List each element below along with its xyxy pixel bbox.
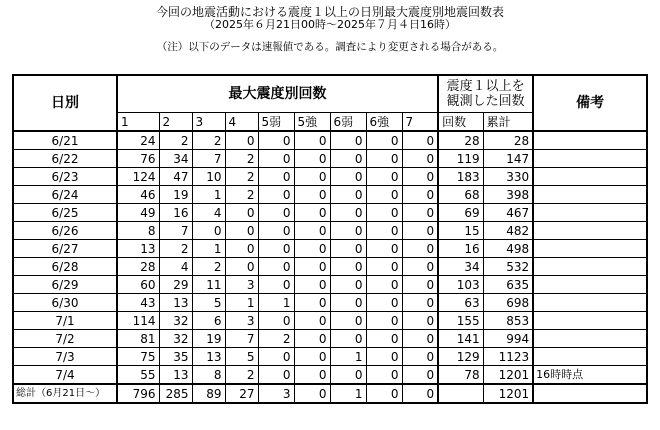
intensity-count-cell: 796 — [117, 384, 159, 403]
intensity-count-cell: 2 — [192, 258, 225, 276]
intensity-count-cell: 0 — [366, 168, 402, 186]
intensity-count-cell: 0 — [192, 222, 225, 240]
date-cell: 6/29 — [13, 276, 117, 294]
intensity-count-cell: 0 — [225, 131, 258, 150]
date-cell: 6/21 — [13, 131, 117, 150]
table-row — [13, 186, 647, 204]
max-intensity-header: 最大震度別回数 — [117, 75, 438, 113]
intensity-count-cell: 0 — [330, 258, 366, 276]
intensity-count-cell: 0 — [402, 258, 438, 276]
intensity-count-cell: 0 — [402, 348, 438, 366]
remark-cell — [533, 222, 647, 240]
remark-cell — [533, 258, 647, 276]
intensity-label: 6弱 — [330, 113, 366, 132]
intensity-count-cell: 0 — [225, 204, 258, 222]
intensity-label: 2 — [159, 113, 192, 132]
intensity-count-cell: 60 — [117, 276, 159, 294]
intensity-count-cell: 114 — [117, 312, 159, 330]
remarks-column-header: 備考 — [533, 75, 647, 131]
intensity-count-cell: 16 — [159, 204, 192, 222]
intensity-count-cell: 2 — [258, 330, 294, 348]
intensity-count-cell: 0 — [402, 384, 438, 403]
intensity-count-cell: 75 — [117, 348, 159, 366]
observed-count-cell: 183 — [438, 168, 483, 186]
table-row — [13, 276, 647, 294]
intensity-count-cell: 0 — [402, 222, 438, 240]
intensity-count-cell: 0 — [366, 276, 402, 294]
table-row — [13, 294, 647, 312]
intensity-count-cell: 0 — [330, 330, 366, 348]
intensity-count-cell: 0 — [225, 258, 258, 276]
intensity-count-cell: 55 — [117, 366, 159, 385]
intensity-count-cell: 46 — [117, 186, 159, 204]
cumulative-count-cell: 698 — [483, 294, 533, 312]
table-row — [13, 240, 647, 258]
intensity-count-cell: 0 — [366, 186, 402, 204]
cumulative-count-cell: 330 — [483, 168, 533, 186]
intensity-count-cell: 0 — [366, 312, 402, 330]
observed-count-cell: 16 — [438, 240, 483, 258]
observed-count-cell: 103 — [438, 276, 483, 294]
date-cell: 6/28 — [13, 258, 117, 276]
date-cell: 6/23 — [13, 168, 117, 186]
intensity-count-cell: 2 — [159, 240, 192, 258]
intensity-count-cell: 1 — [192, 240, 225, 258]
intensity-count-cell: 0 — [402, 240, 438, 258]
observed-count-cell: 28 — [438, 131, 483, 150]
intensity-count-cell: 0 — [366, 294, 402, 312]
intensity-count-cell: 13 — [117, 240, 159, 258]
grand-total-row — [13, 384, 647, 403]
observed-count-cell: 34 — [438, 258, 483, 276]
intensity-count-cell: 27 — [225, 384, 258, 403]
intensity-count-cell: 2 — [225, 150, 258, 168]
intensity-count-cell: 47 — [159, 168, 192, 186]
remark-cell — [533, 294, 647, 312]
intensity-count-cell: 0 — [225, 222, 258, 240]
table-body — [13, 131, 647, 403]
date-cell: 6/25 — [13, 204, 117, 222]
table-row — [13, 131, 647, 150]
intensity-count-cell: 0 — [294, 222, 330, 240]
intensity-count-cell: 0 — [294, 258, 330, 276]
intensity-count-cell: 8 — [117, 222, 159, 240]
intensity-count-cell: 3 — [225, 276, 258, 294]
intensity-count-cell: 81 — [117, 330, 159, 348]
table-row — [13, 168, 647, 186]
intensity-count-cell: 0 — [294, 312, 330, 330]
intensity-count-cell: 3 — [225, 312, 258, 330]
intensity-label: 3 — [192, 113, 225, 132]
intensity-count-cell: 0 — [294, 366, 330, 385]
observed-count-cell: 78 — [438, 366, 483, 385]
intensity-count-cell: 1 — [330, 384, 366, 403]
intensity-count-cell: 0 — [294, 384, 330, 403]
cumulative-count-cell: 1201 — [483, 384, 533, 403]
remark-cell — [533, 330, 647, 348]
intensity-count-cell: 5 — [225, 348, 258, 366]
intensity-count-cell: 0 — [330, 312, 366, 330]
intensity-count-cell: 0 — [402, 131, 438, 150]
intensity-count-cell: 0 — [402, 294, 438, 312]
intensity-count-cell: 0 — [294, 240, 330, 258]
observed-count-cell: 129 — [438, 348, 483, 366]
intensity-count-cell: 0 — [294, 186, 330, 204]
date-cell: 6/24 — [13, 186, 117, 204]
intensity-count-cell: 0 — [294, 204, 330, 222]
intensity-count-cell: 1 — [192, 186, 225, 204]
intensity-count-cell: 76 — [117, 150, 159, 168]
intensity-count-cell: 2 — [225, 366, 258, 385]
observed-count-cell: 68 — [438, 186, 483, 204]
intensity-count-cell: 0 — [366, 366, 402, 385]
intensity-count-cell: 0 — [258, 276, 294, 294]
intensity-count-cell: 29 — [159, 276, 192, 294]
table-row — [13, 258, 647, 276]
intensity-count-cell: 6 — [192, 312, 225, 330]
intensity-count-cell: 0 — [402, 168, 438, 186]
intensity-label: 6強 — [366, 113, 402, 132]
intensity-count-cell: 0 — [258, 131, 294, 150]
intensity-count-cell: 0 — [330, 186, 366, 204]
intensity-count-cell: 0 — [258, 186, 294, 204]
remark-cell — [533, 240, 647, 258]
remark-cell — [533, 168, 647, 186]
remark-cell — [533, 384, 647, 403]
intensity-count-cell: 0 — [366, 131, 402, 150]
intensity-count-cell: 2 — [225, 168, 258, 186]
intensity-count-cell: 10 — [192, 168, 225, 186]
page-title: 今回の地震活動における震度１以上の日別最大震度別地震回数表 — [155, 5, 504, 19]
disclaimer-note: （注）以下のデータは速報値である。調査により変更される場合がある。 — [156, 41, 504, 53]
date-cell: 7/1 — [13, 312, 117, 330]
intensity-count-cell: 0 — [330, 168, 366, 186]
intensity-count-cell: 0 — [294, 330, 330, 348]
intensity-count-cell: 0 — [366, 150, 402, 168]
intensity-count-cell: 0 — [366, 204, 402, 222]
period-subtitle: （2025年６月21日00時～2025年７月４日16時） — [204, 18, 456, 31]
cumulative-count-cell: 467 — [483, 204, 533, 222]
observed-count-cell: 119 — [438, 150, 483, 168]
intensity-count-cell: 0 — [402, 330, 438, 348]
intensity-count-cell: 0 — [330, 150, 366, 168]
intensity-count-cell: 0 — [258, 312, 294, 330]
intensity-count-cell: 0 — [258, 204, 294, 222]
remark-cell: 16時時点 — [533, 366, 647, 385]
intensity-count-cell: 7 — [159, 222, 192, 240]
intensity-count-cell: 0 — [258, 366, 294, 385]
intensity-count-cell: 0 — [366, 240, 402, 258]
intensity-count-cell: 0 — [294, 131, 330, 150]
date-cell: 7/2 — [13, 330, 117, 348]
remark-cell — [533, 131, 647, 150]
table-row — [13, 204, 647, 222]
intensity-count-cell: 0 — [330, 294, 366, 312]
remark-cell — [533, 204, 647, 222]
intensity-count-cell: 0 — [294, 168, 330, 186]
intensity-count-cell: 13 — [159, 294, 192, 312]
intensity-label: 5強 — [294, 113, 330, 132]
intensity-count-cell: 0 — [330, 240, 366, 258]
cumulative-count-cell: 482 — [483, 222, 533, 240]
observed-count-header: 震度１以上を観測した回数 — [438, 75, 533, 113]
intensity-count-cell: 4 — [159, 258, 192, 276]
table-row — [13, 330, 647, 348]
cumulative-count-cell: 1201 — [483, 366, 533, 385]
intensity-count-cell: 0 — [366, 222, 402, 240]
intensity-count-cell: 4 — [192, 204, 225, 222]
intensity-label: 5弱 — [258, 113, 294, 132]
remark-cell — [533, 276, 647, 294]
intensity-label: 1 — [117, 113, 159, 132]
date-cell: 7/4 — [13, 366, 117, 385]
earthquake-count-table — [12, 74, 648, 404]
intensity-count-cell: 28 — [117, 258, 159, 276]
date-cell: 6/30 — [13, 294, 117, 312]
date-cell: 7/3 — [13, 348, 117, 366]
observed-count-cell: 155 — [438, 312, 483, 330]
intensity-count-cell: 7 — [192, 150, 225, 168]
intensity-count-cell: 34 — [159, 150, 192, 168]
date-column-header: 日別 — [13, 75, 117, 131]
intensity-count-cell: 0 — [330, 276, 366, 294]
table-row — [13, 150, 647, 168]
intensity-count-cell: 43 — [117, 294, 159, 312]
observed-count-cell: 15 — [438, 222, 483, 240]
intensity-count-cell: 0 — [294, 348, 330, 366]
intensity-count-cell: 0 — [402, 150, 438, 168]
date-cell: 6/22 — [13, 150, 117, 168]
intensity-count-cell: 0 — [330, 204, 366, 222]
intensity-count-cell: 0 — [294, 150, 330, 168]
remark-cell — [533, 186, 647, 204]
intensity-count-cell: 0 — [258, 240, 294, 258]
observed-count-cell: 141 — [438, 330, 483, 348]
intensity-count-cell: 0 — [366, 348, 402, 366]
intensity-count-cell: 8 — [192, 366, 225, 385]
table-row — [13, 348, 647, 366]
date-cell: 6/26 — [13, 222, 117, 240]
intensity-count-cell: 0 — [330, 222, 366, 240]
cumulative-count-cell: 398 — [483, 186, 533, 204]
intensity-count-cell: 0 — [402, 204, 438, 222]
intensity-count-cell: 0 — [258, 222, 294, 240]
intensity-count-cell: 19 — [159, 186, 192, 204]
intensity-count-cell: 32 — [159, 312, 192, 330]
intensity-count-cell: 0 — [258, 348, 294, 366]
intensity-count-cell: 285 — [159, 384, 192, 403]
observed-label: 回数 — [438, 113, 483, 132]
cumulative-count-cell: 28 — [483, 131, 533, 150]
intensity-count-cell: 0 — [366, 384, 402, 403]
observed-count-cell — [438, 384, 483, 403]
intensity-count-cell: 0 — [402, 186, 438, 204]
intensity-count-cell: 0 — [294, 294, 330, 312]
intensity-count-cell: 13 — [159, 366, 192, 385]
cumulative-count-cell: 147 — [483, 150, 533, 168]
cumulative-count-cell: 498 — [483, 240, 533, 258]
intensity-count-cell: 24 — [117, 131, 159, 150]
intensity-count-cell: 1 — [225, 294, 258, 312]
intensity-count-cell: 0 — [294, 276, 330, 294]
intensity-count-cell: 0 — [402, 366, 438, 385]
intensity-count-cell: 0 — [225, 240, 258, 258]
table-row — [13, 312, 647, 330]
intensity-count-cell: 0 — [366, 258, 402, 276]
intensity-count-cell: 0 — [402, 312, 438, 330]
intensity-count-cell: 7 — [225, 330, 258, 348]
grand-total-label: 総計（6月21日～） — [13, 384, 117, 403]
intensity-count-cell: 11 — [192, 276, 225, 294]
intensity-count-cell: 0 — [258, 258, 294, 276]
intensity-count-cell: 2 — [225, 186, 258, 204]
table-row — [13, 366, 647, 385]
intensity-count-cell: 0 — [258, 150, 294, 168]
intensity-label: 4 — [225, 113, 258, 132]
intensity-count-cell: 1 — [258, 294, 294, 312]
intensity-count-cell: 5 — [192, 294, 225, 312]
date-cell: 6/27 — [13, 240, 117, 258]
cumulative-count-cell: 532 — [483, 258, 533, 276]
intensity-count-cell: 124 — [117, 168, 159, 186]
cumulative-count-cell: 853 — [483, 312, 533, 330]
intensity-count-cell: 0 — [402, 276, 438, 294]
intensity-count-cell: 35 — [159, 348, 192, 366]
cumulative-count-cell: 994 — [483, 330, 533, 348]
intensity-count-cell: 0 — [366, 330, 402, 348]
intensity-count-cell: 0 — [258, 168, 294, 186]
remark-cell — [533, 150, 647, 168]
observed-count-cell: 69 — [438, 204, 483, 222]
cumulative-count-cell: 1123 — [483, 348, 533, 366]
intensity-count-cell: 19 — [192, 330, 225, 348]
intensity-label: 7 — [402, 113, 438, 132]
observed-label: 累計 — [483, 113, 533, 132]
remark-cell — [533, 312, 647, 330]
intensity-count-cell: 2 — [192, 131, 225, 150]
remark-cell — [533, 348, 647, 366]
cumulative-count-cell: 635 — [483, 276, 533, 294]
intensity-count-cell: 49 — [117, 204, 159, 222]
intensity-count-cell: 0 — [330, 131, 366, 150]
intensity-count-cell: 3 — [258, 384, 294, 403]
intensity-count-cell: 2 — [159, 131, 192, 150]
intensity-count-cell: 89 — [192, 384, 225, 403]
table-row — [13, 222, 647, 240]
intensity-count-cell: 0 — [330, 366, 366, 385]
intensity-count-cell: 13 — [192, 348, 225, 366]
intensity-count-cell: 32 — [159, 330, 192, 348]
intensity-count-cell: 1 — [330, 348, 366, 366]
observed-count-cell: 63 — [438, 294, 483, 312]
